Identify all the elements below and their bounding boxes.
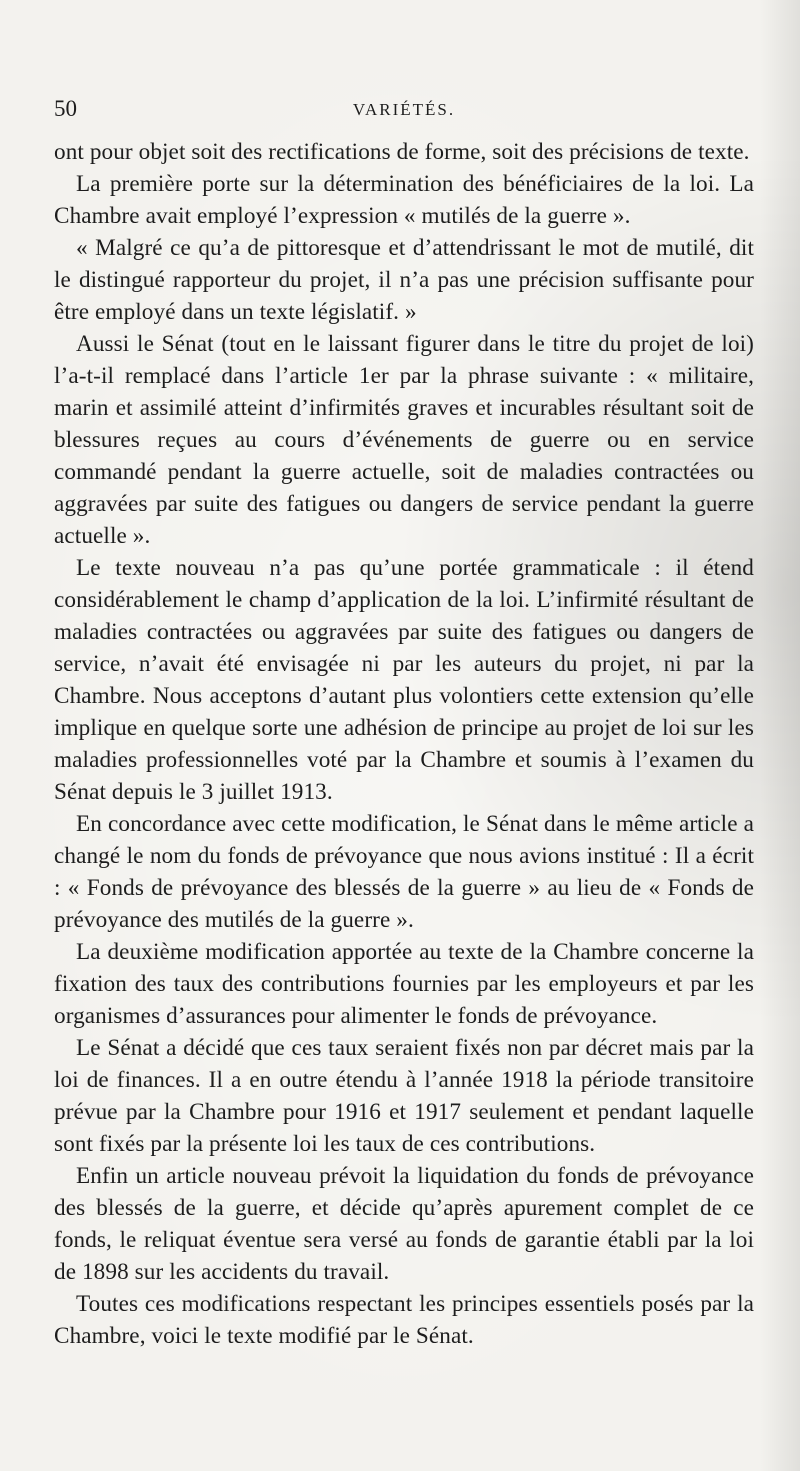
paragraph: Le texte nouveau n’a pas qu’une portée grammaticale : il étend considérablement le champ d’application de la loi. L’infirmité résultant de maladies contractées ou aggravées par suite des fatigues ou dangers de service, n’avait été envisagée ni par les auteurs du projet, ni par la Chambre. Nous acceptons d’autant plus volontiers cette extension qu’elle implique en quelque sorte une adhésion de principe au projet de loi sur les maladies professionnelles voté par la Chambre et soumis à l’examen du Sénat depuis le 3 juillet 1913. xyxy=(54,555,754,805)
body-text xyxy=(54,136,754,1352)
page-number: 50 xyxy=(54,96,77,121)
page-edge-shadow xyxy=(760,0,800,1471)
paragraph: Aussi le Sénat (tout en le laissant figurer dans le titre du projet de loi) l’a-t-il remplacé dans l’article 1er par la phrase suivante : « militaire, marin et assimilé atteint d’infirmités graves et incurables résultant soit de blessures reçues au cours d’événements de guerre ou en service commandé pendant la guerre actuelle, soit de maladies contractées ou aggravées par suite des fatigues ou dangers de service pendant la guerre actuelle ». xyxy=(54,331,754,549)
paragraph: ont pour objet soit des rectifications de forme, soit des précisions de texte. xyxy=(54,139,750,165)
running-head xyxy=(54,96,754,136)
paragraph: Le Sénat a décidé que ces taux seraient fixés non par décret mais par la loi de finances. Il a en outre étendu à l’année 1918 la période transitoire prévue par la Chambre pour 1916 et 1917 seulement et pendant laquelle sont fixés par la présente loi les taux de ces contributions. xyxy=(54,1035,754,1157)
book-page xyxy=(54,96,754,1352)
paragraph: Enfin un article nouveau prévoit la liquidation du fonds de prévoyance des blessés de la guerre, et décide qu’après apurement complet de ce fonds, le reliquat éventue sera versé au fonds de garantie établi par la loi de 1898 sur les accidents du travail. xyxy=(54,1163,754,1285)
paragraph: Toutes ces modifications respectant les principes essentiels posés par la Chambre, voici le texte modifié par le Sénat. xyxy=(54,1291,754,1349)
paragraph: La deuxième modification apportée au texte de la Chambre concerne la fixation des taux des contributions fournies par les employeurs et par les organismes d’assurances pour alimenter le fonds de prévoyance. xyxy=(54,939,754,1029)
running-title: VARIÉTÉS. xyxy=(352,100,456,119)
paragraph: En concordance avec cette modification, le Sénat dans le même article a changé le nom du fonds de prévoyance que nous avions institué : Il a écrit : « Fonds de prévoyance des blessés de la guerre » au lieu de « Fonds de prévoyance des mutilés de la guerre ». xyxy=(54,811,754,933)
paragraph: « Malgré ce qu’a de pittoresque et d’attendrissant le mot de mutilé, dit le distingué rapporteur du projet, il n’a pas une précision suffisante pour être employé dans un texte législatif. » xyxy=(54,235,754,325)
paragraph: La première porte sur la détermination des bénéficiaires de la loi. La Chambre avait employé l’expression « mutilés de la guerre ». xyxy=(54,171,754,229)
